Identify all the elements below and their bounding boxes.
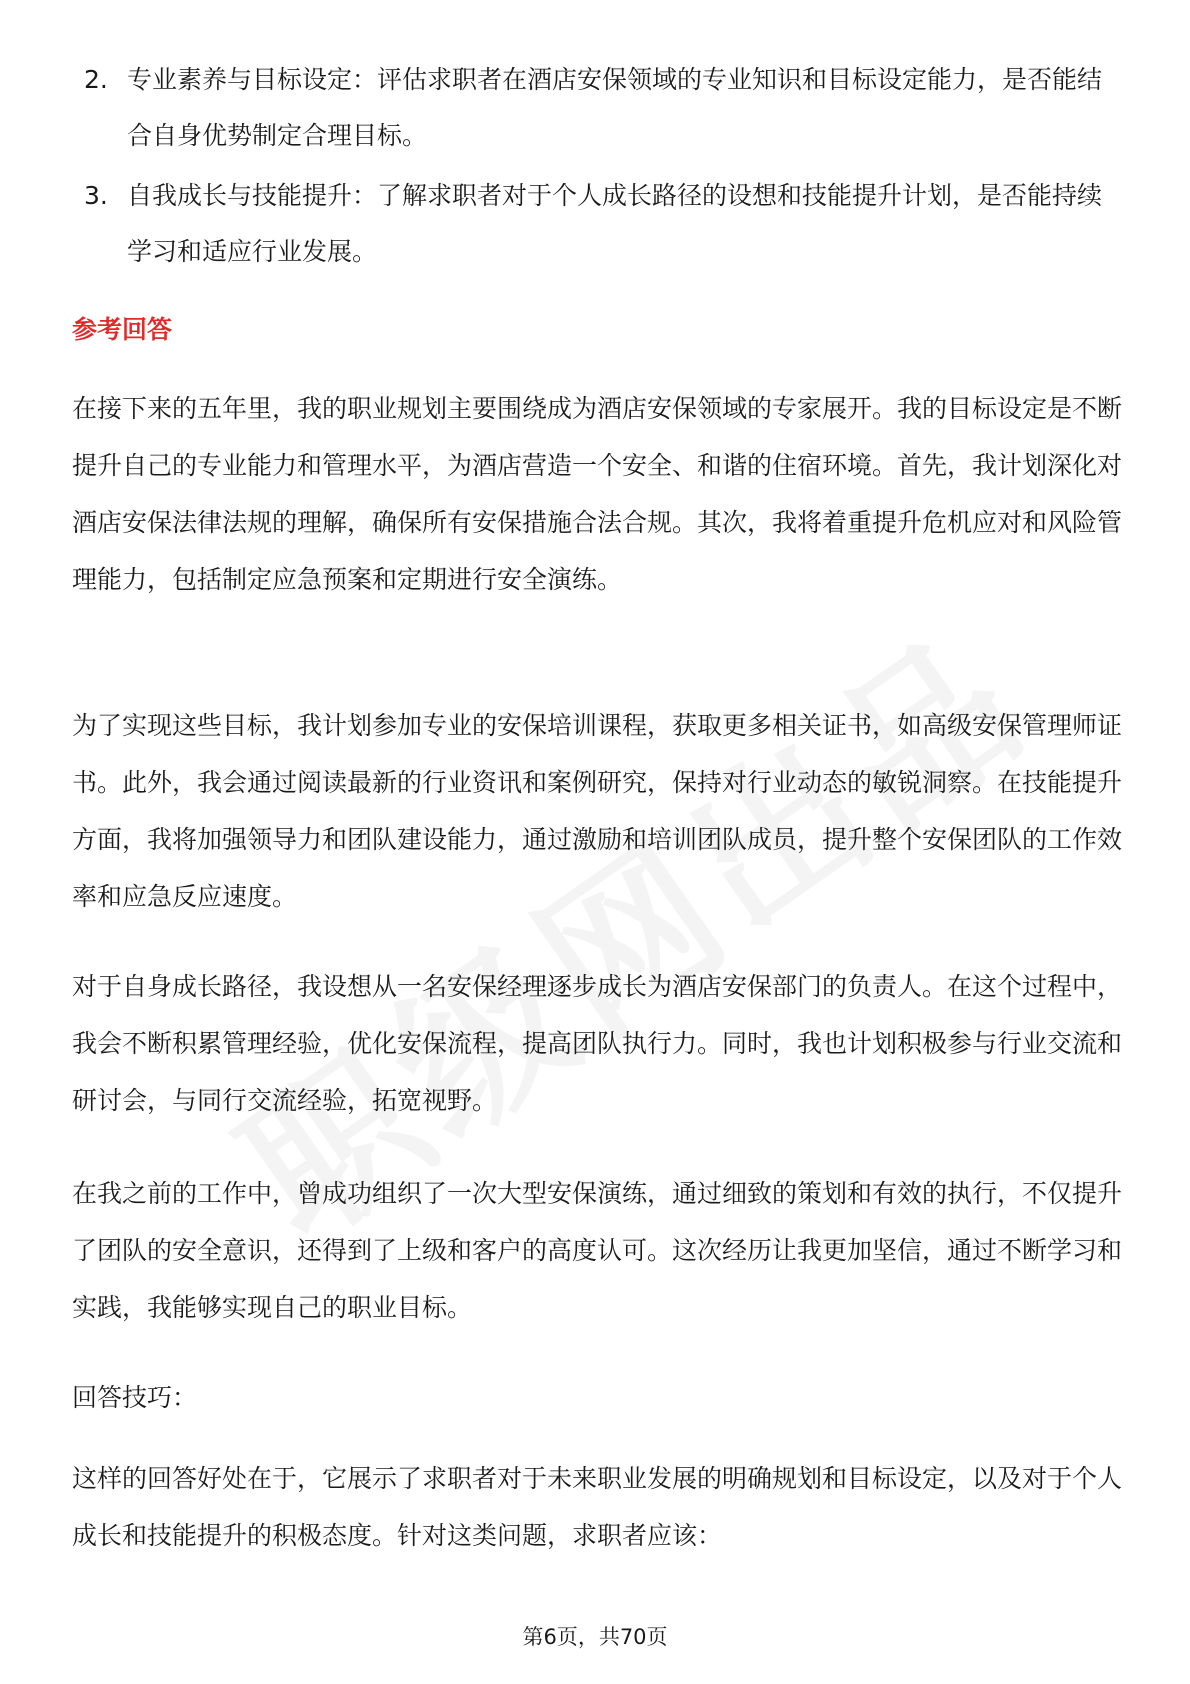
list-item: [72, 168, 1122, 280]
answer-paragraph: 对于自身成长路径，我设想从一名安保经理逐步成长为酒店安保部门的负责人。在这个过程中，我会不断积累管理经验，优化安保流程，提高团队执行力。同时，我也计划积极参与行业交流和研讨会，与同行交流经验，拓宽视野。: [72, 972, 1123, 1115]
list-item: [72, 52, 1122, 164]
section-heading-reference-answer: 参考回答: [72, 315, 173, 344]
answer-paragraph: 为了实现这些目标，我计划参加专业的安保培训课程，获取更多相关证书，如高级安保管理师证书。此外，我会通过阅读最新的行业资讯和案例研究，保持对行业动态的敏锐洞察。在技能提升方面，我将加强领导力和团队建设能力，通过激励和培训团队成员，提升整个安保团队的工作效率和应急反应速度。: [72, 711, 1123, 911]
answer-paragraph: 在接下来的五年里，我的职业规划主要围绕成为酒店安保领域的专家展开。我的目标设定是不断提升自己的专业能力和管理水平，为酒店营造一个安全、和谐的住宿环境。首先，我计划深化对酒店安保法律法规的理解，确保所有安保措施合法合规。其次，我将着重提升危机应对和风险管理能力，包括制定应急预案和定期进行安全演练。: [72, 394, 1123, 594]
list-item-text: 自我成长与技能提升：了解求职者对于个人成长路径的设想和技能提升计划，是否能持续学习和适应行业发展。: [127, 181, 1103, 266]
criteria-list: [72, 52, 1122, 284]
list-item-number: 2.: [84, 65, 108, 94]
answer-paragraph: 在我之前的工作中，曾成功组织了一次大型安保演练，通过细致的策划和有效的执行，不仅提升了团队的安全意识，还得到了上级和客户的高度认可。这次经历让我更加坚信，通过不断学习和实践，我能够实现自己的职业目标。: [72, 1179, 1123, 1322]
page-footer: 第6页，共70页: [522, 1625, 668, 1649]
tips-paragraph: 这样的回答好处在于，它展示了求职者对于未来职业发展的明确规划和目标设定，以及对于个人成长和技能提升的积极态度。针对这类问题，求职者应该：: [72, 1464, 1123, 1550]
list-item-text: 专业素养与目标设定：评估求职者在酒店安保领域的专业知识和目标设定能力，是否能结合自身优势制定合理目标。: [127, 65, 1103, 150]
tips-heading: 回答技巧：: [72, 1383, 198, 1412]
list-item-number: 3.: [84, 181, 108, 210]
